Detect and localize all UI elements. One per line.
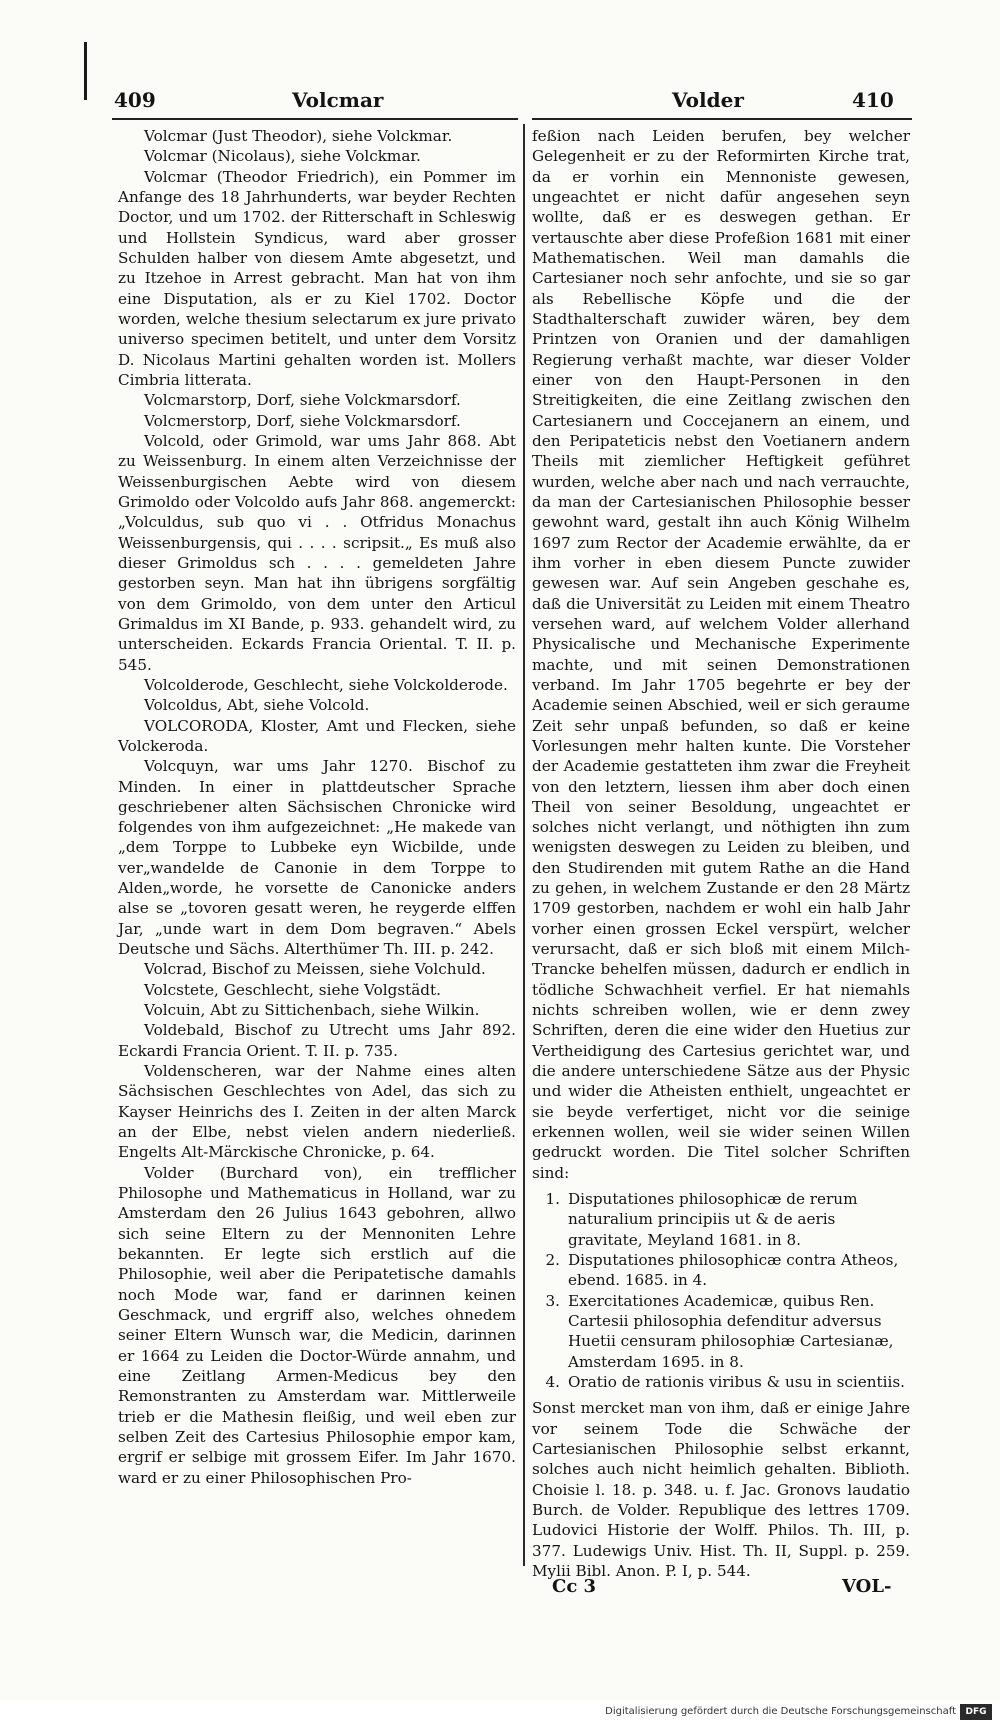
digitization-notice: Digitalisierung gefördert durch die Deutsche Forschungsgemeinschaft xyxy=(605,1706,956,1717)
list-item xyxy=(532,1189,910,1250)
entry-volcmarstorp: Volcmarstorp, Dorf, siehe Volckmarsdorf. xyxy=(144,391,461,410)
list-item-text: Oratio de rationis viribus & usu in scientiis. xyxy=(568,1373,905,1392)
entry-volcrad: Volcrad, Bischof zu Meissen, siehe Volchuld. xyxy=(144,960,486,979)
list-item xyxy=(532,1372,910,1392)
entry-volcmar-theodor-friedrich: Volcmar (Theodor Friedrich), ein Pommer im Anfange des 18 Jahrhunderts, war beyder Rechten Doctor, und um 1702. der Ritterschaft in Schleswig und Hollstein Syndicus, ward aber grosser Schulden halber von diesem Amte abgesetzt, und zu Itzehoe in Arrest gebracht. Man hat von ihm eine Disputation, als er zu Kiel 1702. Doctor worden, welche thesium selectarum ex jure privato universo specimen betitelt, und unter dem Vorsitz D. Nicolaus Martini gehalten worden ist. Mollers Cimbria litterata. xyxy=(118,167,516,389)
list-item-text: Exercitationes Academicæ, quibus Ren. Cartesii philosophia defenditur adversus Huetii censuram philosophiæ Cartesianæ, Amsterdam 1695. in 8. xyxy=(568,1291,894,1371)
entry-volcoldus: Volcoldus, Abt, siehe Volcold. xyxy=(144,696,370,715)
left-page-number: 409 xyxy=(114,88,156,112)
header-rule-right xyxy=(532,118,912,120)
entry-volcoroda: VOLCORODA, Kloster, Amt und Flecken, siehe Volckeroda. xyxy=(118,716,516,755)
digitization-bar xyxy=(0,1700,1000,1725)
volder-closing-remarks: Sonst mercket man von ihm, daß er einige Jahre vor seinem Tode die Schwäche der Cartesianischen Philosophie selbst erkannt, solches auch nicht heimlich gehalten. Biblioth. Choisie l. 18. p. 348. u. f. Jac. Gronovs laudatio Burch. de Volder. Republique des lettres 1709. Ludovici Historie der Wolff. Philos. Th. III, p. 377. Ludewigs Univ. Hist. Th. II, Suppl. p. 259. Mylii Bibl. Anon. P. I, p. 544. xyxy=(532,1399,910,1580)
margin-rule xyxy=(84,42,87,100)
right-page-number: 410 xyxy=(852,88,894,112)
entry-voldenscheren: Voldenscheren, war der Nahme eines alten Sächsischen Geschlechtes von Adel, das sich zu Kayser Heinrichs des I. Zeiten in der alten Marck an der Elbe, nebst vielen andern niederließ. Engelts Alt-Märckische Chronicke, p. 64. xyxy=(118,1062,516,1162)
entry-volcmar-just: Volcmar (Just Theodor), siehe Volckmar. xyxy=(144,127,453,145)
list-item xyxy=(532,1250,910,1291)
right-column xyxy=(532,126,910,1581)
entry-volcold: Volcold, oder Grimold, war ums Jahr 868. Abt zu Weissenburg. In einem alten Verzeichnisse der Weissenburgischen Aebte wird von diesem Grimoldo oder Volcoldo aufs Jahr 868. angemerckt: „Volculdus, sub quo vi . . Otfridus Monachus Weissenburgensis, qui . . . . scripsit.„ Es muß also dieser Grimoldus sch . . . . gemeldeten Jahre gestorben seyn. Man hat ihn übrigens sorgfältig von dem Grimoldo, von dem unter den Articul Grimaldus im XI Bande, p. 933. gehandelt wird, zu unterscheiden. Eckards Francia Oriental. T. II. p. 545. xyxy=(118,431,516,674)
list-item xyxy=(532,1291,910,1372)
list-item-number: 3. xyxy=(545,1291,560,1310)
list-item-number: 1. xyxy=(545,1190,560,1209)
entry-volcmar-nicolaus: Volcmar (Nicolaus), siehe Volckmar. xyxy=(144,147,421,166)
list-item-text: Disputationes philosophicæ de rerum naturalium principiis ut & de aeris gravitate, Meyland 1681. in 8. xyxy=(568,1190,858,1249)
volder-continuation: feßion nach Leiden berufen, bey welcher Gelegenheit er zu der Reformirten Kirche trat, da er vorhin ein Mennoniste gewesen, ungeachtet er nicht dafür angesehen seyn wollte, daß er es deswegen gethan. Er vertauschte aber diese Profeßion 1681 mit einer Mathematischen. Weil man damahls die Cartesianer noch sehr anfochte, und sie so gar als Rebellische Köpfe und die der Stadthalterschaft zuwider wären, bey dem Printzen von Oranien und der damahligen Regierung verhaßt machte, war dieser Volder einer von den Haupt-Personen in den Streitigkeiten, die eine Zeitlang zwischen den Cartesianern und Coccejanern an einem, und den Peripateticis nebst den Voetianern andern Theils mit ziemlicher Heftigkeit geführet wurden, welche aber nach und nach verrauchte, da man der Cartesianischen Philosophie besser gewohnt ward, gestalt ihn auch König Wilhelm 1697 zum Rector der Academie erwählte, da er ihm vorher in eben diesem Puncte zuwider gewesen war. Auf sein Angeben geschahe es, daß die Universität zu Leiden mit einem Theatro versehen ward, auf welchem Volder allerhand Physicalische und Mechanische Experimente machte, und mit seinen Demonstrationen verband. Im Jahr 1705 begehrte er bey der Academie seinen Abschied, weil er sich geraume Zeit sehr unpaß befunden, so daß er keine Vorlesungen mehr halten kunte. Die Vorsteher der Academie gestatteten ihm zwar die Freyheit von den letztern, liessen ihm aber doch einen Theil von seiner Besoldung, ungeachtet er solches nicht verlangt, und nöthigten ihn zum wenigsten deswegen zu Leiden zu bleiben, und den Studirenden mit gutem Rathe an die Hand zu gehen, in welchem Zustande er den 28 Märtz 1709 gestorben, nachdem er wohl ein halb Jahr vorher einen grossen Eckel verspürt, welcher verursacht, daß er sich bloß mit einem Milch-Trancke behelfen müssen, dadurch er endlich in tödliche Schwachheit verfiel. Er hat niemahls nichts schreiben wollen, wie er denn zwey Schriften, deren die eine wider den Huetius zur Vertheidigung des Cartesius gerichtet war, und die andere unterschiedene Sätze aus der Physic und wider die Atheisten enthielt, ungeachtet er sie beyde verfertiget, nicht vor die seinige erkennen wollen, weil sie wider seinen Willen gedruckt worden. Die Titel solcher Schriften sind: xyxy=(532,127,910,1182)
entry-voldebald: Voldebald, Bischof zu Utrecht ums Jahr 892. Eckardi Francia Orient. T. II. p. 735. xyxy=(118,1021,516,1060)
entry-volcstete: Volcstete, Geschlecht, siehe Volgstädt. xyxy=(144,980,441,999)
column-divider xyxy=(523,124,525,1566)
dfg-logo[interactable]: DFG xyxy=(960,1704,992,1720)
right-running-head: Volder xyxy=(672,88,744,112)
signature-mark: Cc 3 xyxy=(552,1576,597,1597)
entry-volder-burchard: Volder (Burchard von), ein trefflicher Philosophe und Mathematicus in Holland, war zu Amsterdam den 26 Julius 1643 gebohren, allwo sich seine Eltern zu der Mennoniten Lehre bekannten. Er legte sich erstlich auf die Philosophie, weil aber die Peripatetische damahls noch Mode war, fand er darinnen keinen Geschmack, und ergriff also, welches ohnedem seiner Eltern Wunsch war, die Medicin, darinnen er 1664 zu Leiden die Doctor-Würde annahm, und eine Zeitlang Armen-Medicus bey den Remonstranten zu Amsterdam war. Mittlerweile trieb er die Mathesin fleißig, und weil eben zur selben Zeit des Cartesius Philosophie empor kam, ergrif er selbige mit grossem Eifer. Im Jahr 1670. ward er zu einer Philosophischen Pro- xyxy=(118,1163,516,1487)
entry-volcmerstorp: Volcmerstorp, Dorf, siehe Volckmarsdorf. xyxy=(144,411,461,430)
entry-volcquyn: Volcquyn, war ums Jahr 1270. Bischof zu Minden. In einer in plattdeutscher Sprache geschriebener alten Sächsischen Chronicke wird folgendes von ihm aufgezeichnet: „He makede van „dem Torppe to Lubbeke eyn Wicbilde, unde ver„wandelde de Canonie in dem Torppe to Alden„worde, he vorsette de Canonicke anders alse se „tovoren gesatt weren, he reygerde elffen Jar, „unde wart in dem Dom begraven.“ Abels Deutsche und Sächs. Alterthümer Th. III. p. 242. xyxy=(118,757,516,959)
header-rule-left xyxy=(112,118,518,120)
left-column xyxy=(118,126,516,1488)
left-running-head: Volcmar xyxy=(292,88,384,112)
list-item-number: 2. xyxy=(545,1251,560,1270)
entry-volcuin: Volcuin, Abt zu Sittichenbach, siehe Wilkin. xyxy=(144,1001,480,1020)
entry-volcolderode: Volcolderode, Geschlecht, siehe Volckolderode. xyxy=(144,675,508,694)
catchword: VOL- xyxy=(842,1576,892,1597)
list-item-text: Disputationes philosophicæ contra Atheos, ebend. 1685. in 4. xyxy=(568,1251,899,1290)
list-item-number: 4. xyxy=(545,1373,560,1392)
works-list xyxy=(532,1189,910,1392)
